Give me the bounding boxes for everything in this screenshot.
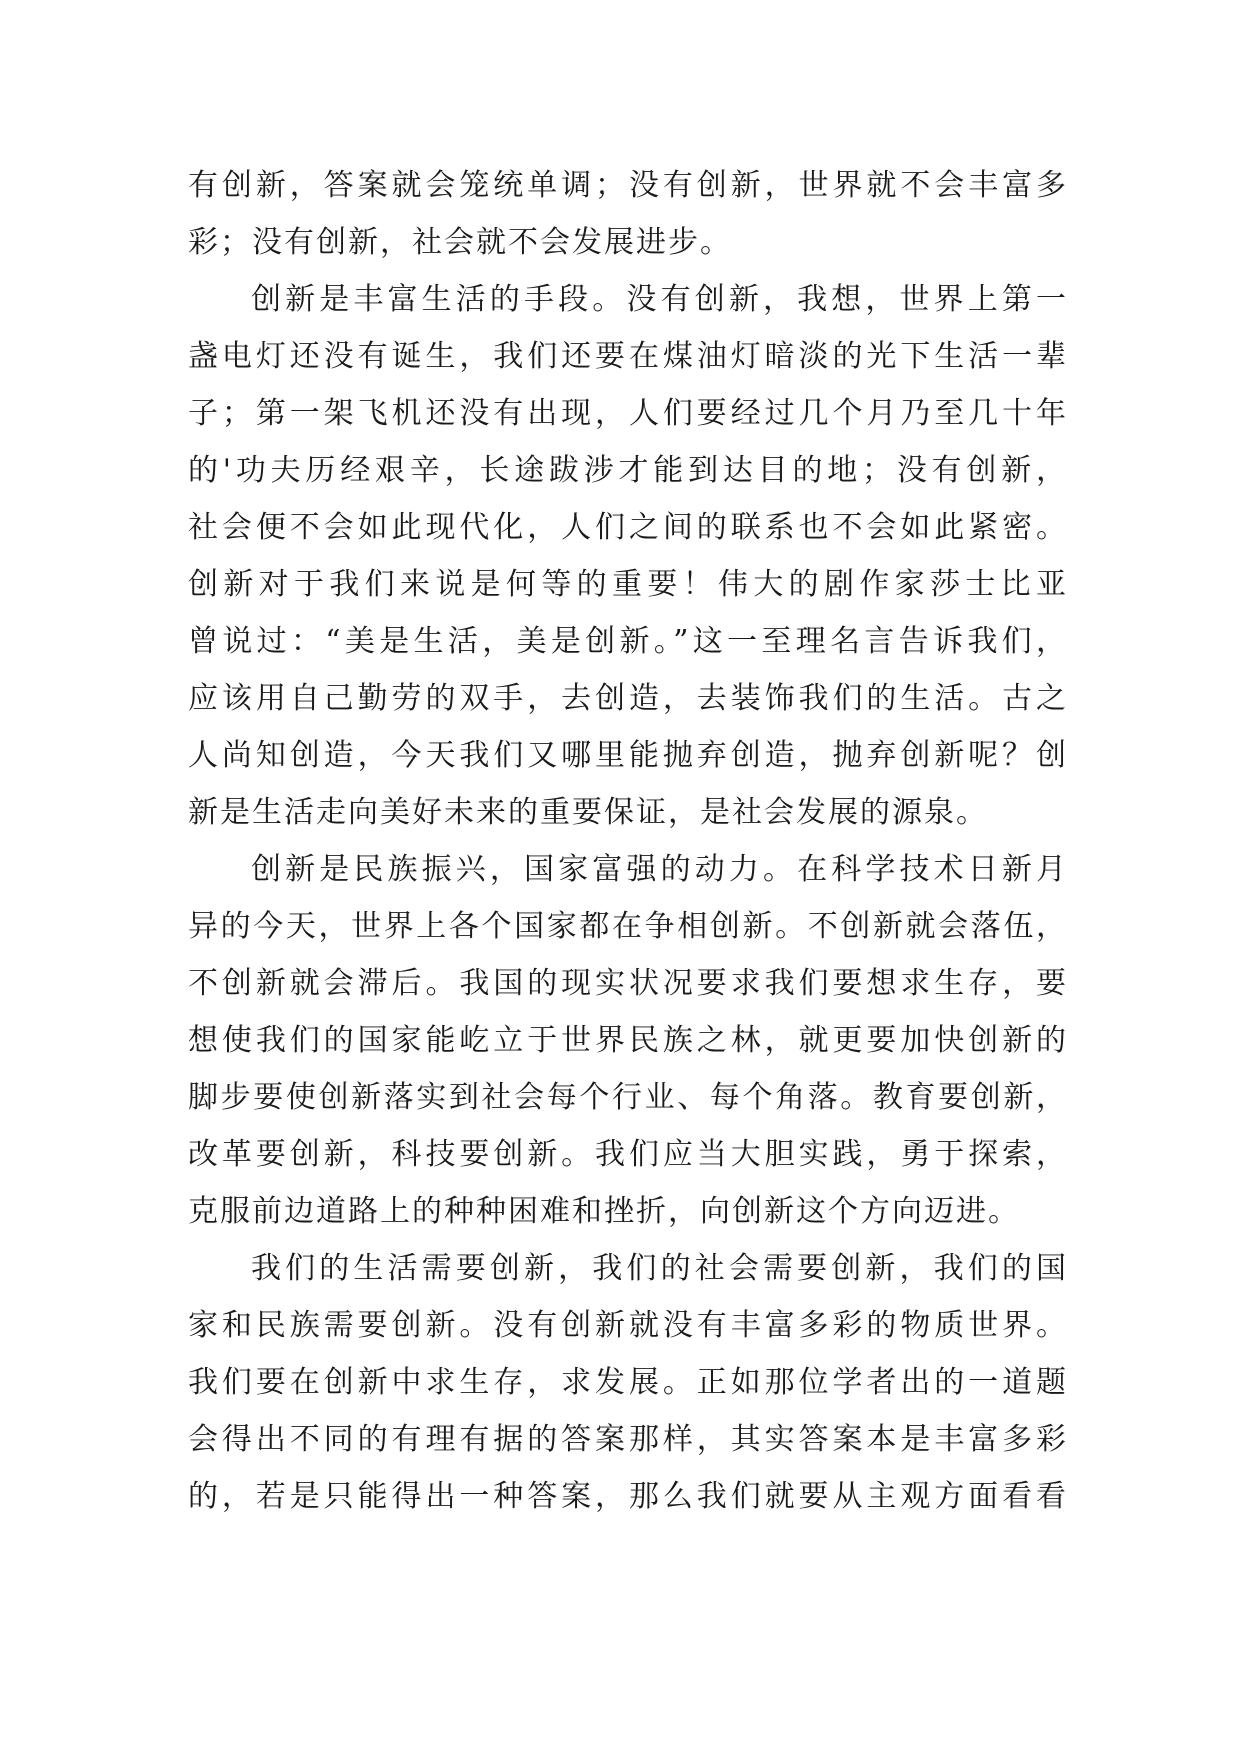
text-line: 创新对于我们来说是何等的重要！伟大的剧作家莎士比亚 [188,567,1068,602]
paragraph-start-line: 创新是民族振兴，国家富强的动力。在科学技术日新月 [251,852,1068,887]
text-line: 社会便不会如此现代化，人们之间的联系也不会如此紧密。 [188,510,1068,545]
paragraph-start-line: 我们的生活需要创新，我们的社会需要创新，我们的国 [251,1251,1068,1286]
text-line: 子；第一架飞机还没有出现，人们要经过几个月乃至几十年 [188,396,1068,431]
text-line: 脚步要使创新落实到社会每个行业、每个角落。教育要创新， [188,1080,1068,1115]
text-line: 应该用自己勤劳的双手，去创造，去装饰我们的生活。古之 [188,681,1068,716]
text-line: 彩；没有创新，社会就不会发展进步。 [188,225,732,260]
text-line: 会得出不同的有理有据的答案那样，其实答案本是丰富多彩 [188,1422,1068,1457]
text-line: 想使我们的国家能屹立于世界民族之林，就更要加快创新的 [188,1023,1068,1058]
text-line: 人尚知创造，今天我们又哪里能抛弃创造，抛弃创新呢？创 [188,738,1068,773]
text-line: 异的今天，世界上各个国家都在争相创新。不创新就会落伍， [188,909,1068,944]
text-line: 我们要在创新中求生存，求发展。正如那位学者出的一道题 [188,1365,1068,1400]
text-line: 新是生活走向美好未来的重要保证，是社会发展的源泉。 [188,795,988,830]
text-line: 盏电灯还没有诞生，我们还要在煤油灯暗淡的光下生活一辈 [188,339,1068,374]
text-line: 克服前边道路上的种种困难和挫折，向创新这个方向迈进。 [188,1194,1020,1229]
text-line: 不创新就会滞后。我国的现实状况要求我们要想求生存，要 [188,966,1068,1001]
text-line: 曾说过：“美是生活，美是创新。”这一至理名言告诉我们， [188,624,1068,659]
paragraph-start-line: 创新是丰富生活的手段。没有创新，我想，世界上第一 [251,282,1068,317]
body-text [188,157,1068,1525]
text-line: 改革要创新，科技要创新。我们应当大胆实践，勇于探索， [188,1137,1068,1172]
text-line: 的'功夫历经艰辛，长途跋涉才能到达目的地；没有创新， [188,453,1068,488]
text-line: 家和民族需要创新。没有创新就没有丰富多彩的物质世界。 [188,1308,1068,1343]
text-line: 的，若是只能得出一种答案，那么我们就要从主观方面看看 [188,1479,1068,1514]
text-line: 有创新，答案就会笼统单调；没有创新，世界就不会丰富多 [188,168,1068,203]
